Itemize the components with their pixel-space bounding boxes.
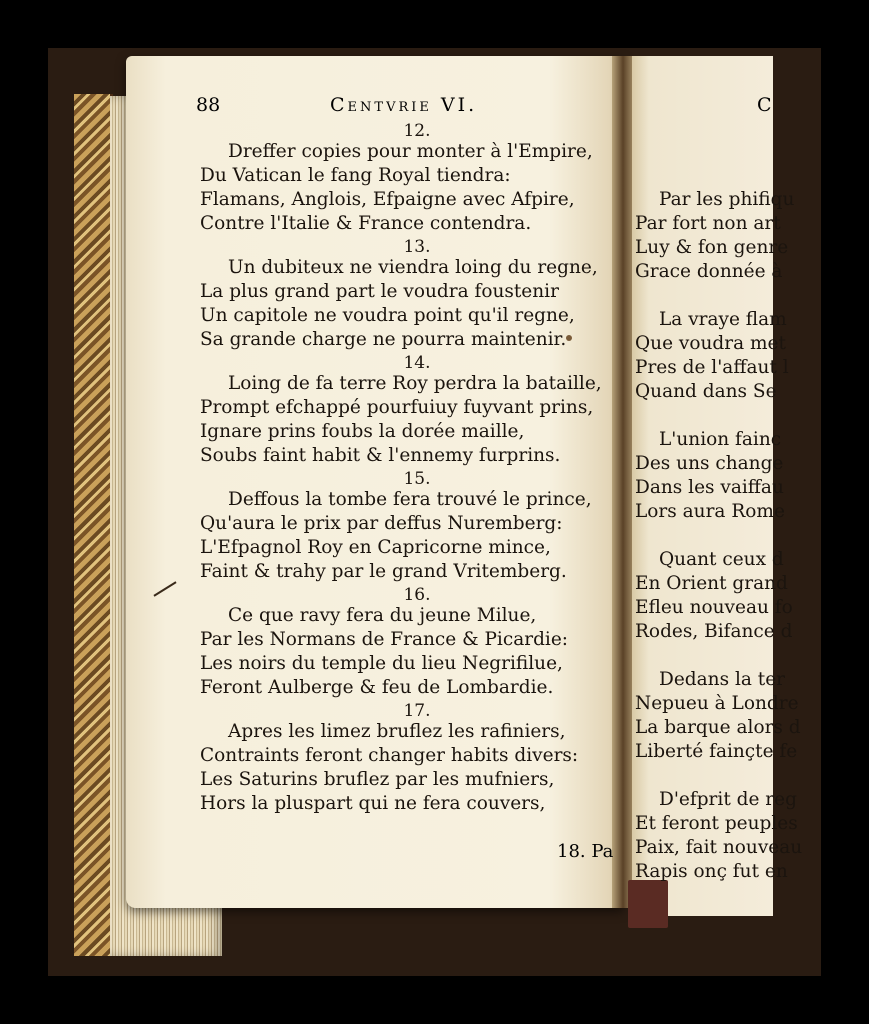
verse-line-fragment: La barque alors d bbox=[635, 717, 801, 738]
running-title: Centvrie VI. bbox=[330, 94, 478, 116]
verse-line-fragment: En Orient grand bbox=[635, 573, 788, 594]
stanza-gap bbox=[633, 404, 773, 428]
verse-line: Un dubiteux ne viendra loing du regne, bbox=[228, 257, 598, 278]
verse-line: Qu'aura le prix par deffus Nuremberg: bbox=[200, 513, 563, 534]
verse-line-fragment: L'union fainc bbox=[659, 429, 782, 450]
left-page-text bbox=[200, 120, 620, 816]
quatrain-number: 16. bbox=[403, 585, 431, 605]
gilded-page-edge bbox=[74, 94, 113, 956]
verse-line-fragment: D'efprit de reg bbox=[659, 789, 797, 810]
verse-line-fragment: Et feront peuples bbox=[635, 813, 798, 834]
verse-line-fragment: Des uns change bbox=[635, 453, 784, 474]
verse-line-fragment: Dedans la ter bbox=[659, 669, 785, 690]
verse-line: Prompt efchappé pourfuiuy fuyvant prins, bbox=[200, 397, 594, 418]
verse-line-fragment: Efleu nouveau fo bbox=[635, 597, 793, 618]
catchword: 18. Pa bbox=[557, 841, 614, 862]
quatrain-number: 17. bbox=[403, 701, 431, 721]
verse-line-fragment: Nepueu à Londre bbox=[635, 693, 799, 714]
verse-line: Hors la pluspart qui ne fera couvers, bbox=[200, 793, 546, 814]
verse-line-fragment: Grace donnée à bbox=[635, 261, 783, 282]
quatrain-number: 13. bbox=[403, 237, 431, 257]
verse-line: Apres les limez bruflez les rafiniers, bbox=[228, 721, 566, 742]
verse-line: La plus grand part le voudra foustenir bbox=[200, 281, 559, 302]
verse-line-fragment: Que voudra met bbox=[635, 333, 786, 354]
verse-line: Deffous la tombe fera trouvé le prince, bbox=[228, 489, 592, 510]
verse-line: Par les Normans de France & Picardie: bbox=[200, 629, 569, 650]
verse-line: Sa grande charge ne pourra maintenir. bbox=[200, 329, 567, 350]
stanza-gap bbox=[633, 284, 773, 308]
verse-line-fragment: Quand dans Se bbox=[635, 381, 777, 402]
verse-line: Faint & trahy par le grand Vritemberg. bbox=[200, 561, 567, 582]
quatrain-number: 14. bbox=[403, 353, 431, 373]
verse-line: Les Saturins bruflez par les mufniers, bbox=[200, 769, 555, 790]
verse-line: Loing de fa terre Roy perdra la bataille, bbox=[228, 373, 602, 394]
page-number: 88 bbox=[196, 94, 221, 116]
bookmark-ribbon bbox=[628, 880, 668, 928]
verse-line-fragment: La vraye flam bbox=[659, 309, 787, 330]
left-running-head bbox=[196, 94, 616, 120]
verse-line-fragment: Luy & fon genre bbox=[635, 237, 789, 258]
verse-line: Les noirs du temple du lieu Negrifilue, bbox=[200, 653, 563, 674]
verse-line: Feront Aulberge & feu de Lombardie. bbox=[200, 677, 554, 698]
verse-line-fragment: Liberté fainçte fe bbox=[635, 741, 798, 762]
verse-line-fragment: Rapis onç fut en bbox=[635, 861, 788, 882]
verse-line-fragment: Dans les vaiffau bbox=[635, 477, 784, 498]
verse-line: Ignare prins foubs la dorée maille, bbox=[200, 421, 525, 442]
verse-line: Dreffer copies pour monter à l'Empire, bbox=[228, 141, 593, 162]
verse-line: L'Efpagnol Roy en Capricorne mince, bbox=[200, 537, 551, 558]
quatrain-number: 15. bbox=[403, 469, 431, 489]
verse-line: Contraints feront changer habits divers: bbox=[200, 745, 579, 766]
verse-line-fragment: Paix, fait nouveau bbox=[635, 837, 803, 858]
verse-line: Flamans, Anglois, Efpaigne avec Afpire, bbox=[200, 189, 575, 210]
right-page-text bbox=[633, 188, 803, 884]
stanza-gap bbox=[633, 764, 773, 788]
verse-line: Soubs faint habit & l'ennemy furprins. bbox=[200, 445, 561, 466]
right-running-head: C bbox=[757, 94, 772, 116]
verse-line-fragment: Par les phifiqu bbox=[659, 189, 795, 210]
stanza-gap bbox=[633, 524, 773, 548]
verse-line-fragment: Par fort non art bbox=[635, 213, 781, 234]
verse-line: Un capitole ne voudra point qu'il regne, bbox=[200, 305, 575, 326]
verse-line-fragment: Rodes, Bifance d bbox=[635, 621, 793, 642]
verse-line-fragment: Quant ceux d bbox=[659, 549, 784, 570]
verse-line-fragment: Lors aura Rome bbox=[635, 501, 785, 522]
verse-line: Du Vatican le fang Royal tiendra: bbox=[200, 165, 511, 186]
stanza-gap bbox=[633, 644, 773, 668]
verse-line: Ce que ravy fera du jeune Milue, bbox=[228, 605, 537, 626]
verse-line: Contre l'Italie & France contendra. bbox=[200, 213, 532, 234]
quatrain-number: 12. bbox=[403, 121, 431, 141]
verse-line-fragment: Pres de l'affaut l bbox=[635, 357, 789, 378]
